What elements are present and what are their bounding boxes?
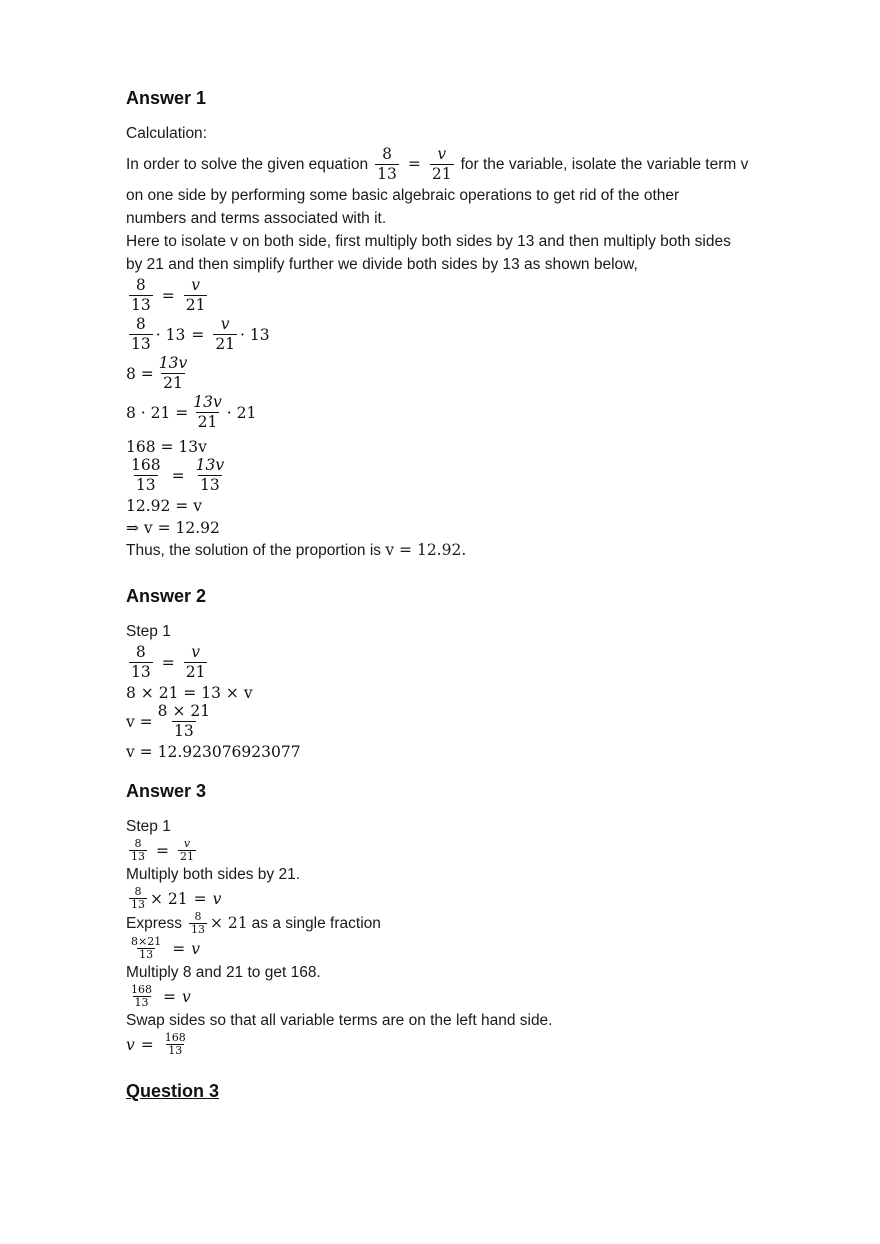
equation-3: 8 = $\frac{13v}{21}$	[126, 354, 188, 392]
a2-equation-result: v = 12.923076923077	[126, 743, 301, 761]
intro-line-2: on one side by performing some basic algebraic operations to get rid of the other	[126, 187, 680, 204]
intro-pre: In order to solve the given equation	[126, 156, 369, 173]
a3-text-express: Express $\frac{8}{13}$ × 21 as a single fraction	[126, 910, 381, 936]
document-content	[126, 84, 816, 1105]
equation-1292: 12.92 = v	[126, 497, 202, 515]
a3-equation-4: $\frac{168}{13}$ = v	[131, 983, 191, 1009]
answer-2-heading: Answer 2	[126, 586, 207, 606]
a3-equation-3: $\frac{8\times 21}{13}$ = v	[131, 935, 200, 961]
question-3-heading: Question 3	[126, 1081, 220, 1101]
answer-1-heading: Answer 1	[126, 88, 207, 108]
equation-1: $\frac{8}{13}$ = $\frac{v}{21}$	[131, 276, 206, 314]
a2-equation-2: 8 × 21 = 13 × v	[126, 684, 253, 702]
a3-text-multiply: Multiply both sides by 21.	[126, 866, 301, 883]
conclusion-math: v = 12.92.	[385, 541, 467, 559]
fraction-8-13: $\frac{8}{13}$	[377, 145, 397, 183]
conclusion	[126, 539, 816, 562]
answer-3-step: Step 1	[126, 818, 171, 835]
answer-3-heading: Answer 3	[126, 781, 207, 801]
fraction-v-21: $\frac{v}{21}$	[431, 145, 452, 183]
para2-line-1: Here to isolate v on both side, first multiply both sides by 13 and then multiply both sides	[126, 233, 731, 250]
a3-text-swap: Swap sides so that all variable terms are on the left hand side.	[126, 1012, 553, 1029]
equation-implies: ⇒ v = 12.92	[126, 519, 220, 537]
a3-equation-1: $\frac{8}{13}$ = $\frac{v}{21}$	[131, 837, 194, 863]
equation-5: $\frac{168}{13}$ = $\frac{13v}{13}$	[131, 456, 225, 494]
equation-168: 168 = 13v	[126, 438, 207, 456]
a2-equation-1: $\frac{8}{13}$ = $\frac{v}{21}$	[131, 643, 206, 681]
equation-2: $\frac{8}{13}$ · 13 = $\frac{v}{21}$ · 13	[131, 315, 270, 353]
answer-2-step: Step 1	[126, 623, 171, 640]
intro-line-3: numbers and terms associated with it.	[126, 210, 387, 227]
a3-equation-5: v = $\frac{168}{13}$	[126, 1031, 186, 1057]
para2-line-2: by 21 and then simplify further we divide both sides by 13 as shown below,	[126, 256, 638, 273]
equation-4: 8 · 21 = $\frac{13v}{21}$ · 21	[126, 393, 257, 431]
a3-equation-2: $\frac{8}{13}$ × 21 = v	[131, 885, 222, 911]
intro-line-1: In order to solve the given equation $\frac{8}{13}$ = $\frac{v}{21}$ for the variable, isolate the variable term v	[126, 145, 749, 183]
a2-equation-3: v = $\frac{8 \times 21}{13}$	[126, 702, 211, 740]
calculation-label: Calculation:	[126, 125, 207, 142]
intro-post: for the variable, isolate the variable term v	[460, 156, 749, 173]
conclusion-pre: Thus, the solution of the proportion is	[126, 542, 382, 559]
a3-text-multiply-168: Multiply 8 and 21 to get 168.	[126, 964, 321, 981]
